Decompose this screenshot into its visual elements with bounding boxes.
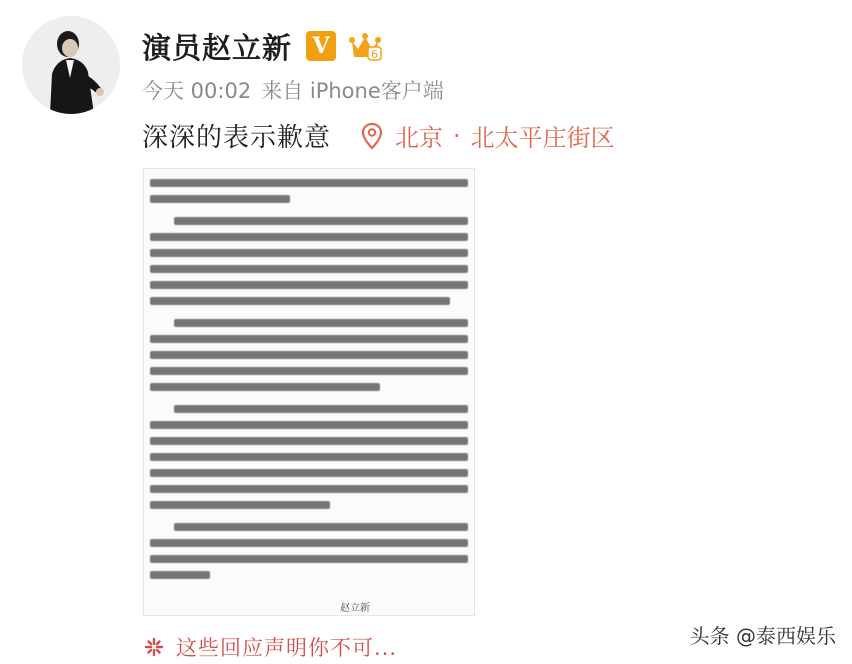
doc-text-line: [174, 319, 468, 327]
doc-text-line: [150, 437, 468, 445]
crown-level-icon[interactable]: [348, 31, 382, 61]
doc-text-line: [150, 571, 210, 579]
doc-text-line: [150, 281, 468, 289]
doc-text-line: [150, 469, 468, 477]
doc-text-line: [150, 233, 468, 241]
post-time: 今天 00:02: [142, 79, 252, 103]
location-area: 北太平庄街区: [470, 124, 615, 152]
post-meta: [142, 75, 444, 105]
location-pin-icon: [361, 122, 383, 150]
doc-text-line: [150, 501, 330, 509]
comment-preview[interactable]: [144, 632, 397, 662]
comment-sparkle-icon: [144, 637, 164, 657]
doc-text-line: [174, 405, 468, 413]
doc-text-line: [150, 539, 468, 547]
doc-text-line: [150, 335, 468, 343]
level-number: 6: [371, 48, 379, 61]
doc-text-line: [150, 555, 468, 563]
avatar-image: [22, 16, 120, 114]
doc-text-line: [150, 351, 468, 359]
doc-text-line: [174, 217, 468, 225]
post-text: 深深的表示歉意: [142, 123, 332, 153]
doc-text-line: [150, 383, 380, 391]
doc-text-line: [150, 453, 468, 461]
doc-text-line: [150, 265, 468, 273]
post-content: [142, 117, 615, 154]
watermark: 头条 @泰西娱乐: [689, 624, 836, 648]
doc-text-line: [150, 249, 468, 257]
location-link[interactable]: [361, 118, 615, 153]
doc-text-line: [150, 421, 468, 429]
doc-text-line: [150, 179, 468, 187]
doc-text-line: [150, 297, 450, 305]
doc-text-line: [150, 485, 468, 493]
avatar[interactable]: [22, 16, 120, 114]
location-separator: ·: [453, 121, 461, 150]
doc-text-line: [150, 195, 290, 203]
statement-image[interactable]: [143, 168, 475, 616]
doc-text-line: [174, 523, 468, 531]
comment-preview-text: 这些回应声明你不可...: [176, 636, 398, 660]
verified-v-icon[interactable]: V: [306, 31, 336, 61]
location-city: 北京: [395, 124, 444, 152]
doc-signature: 赵立新: [340, 603, 370, 614]
name-row: [142, 26, 382, 66]
post-source: 来自 iPhone客户端: [261, 79, 444, 103]
user-name[interactable]: 演员赵立新: [142, 30, 293, 65]
doc-text-line: [150, 367, 468, 375]
